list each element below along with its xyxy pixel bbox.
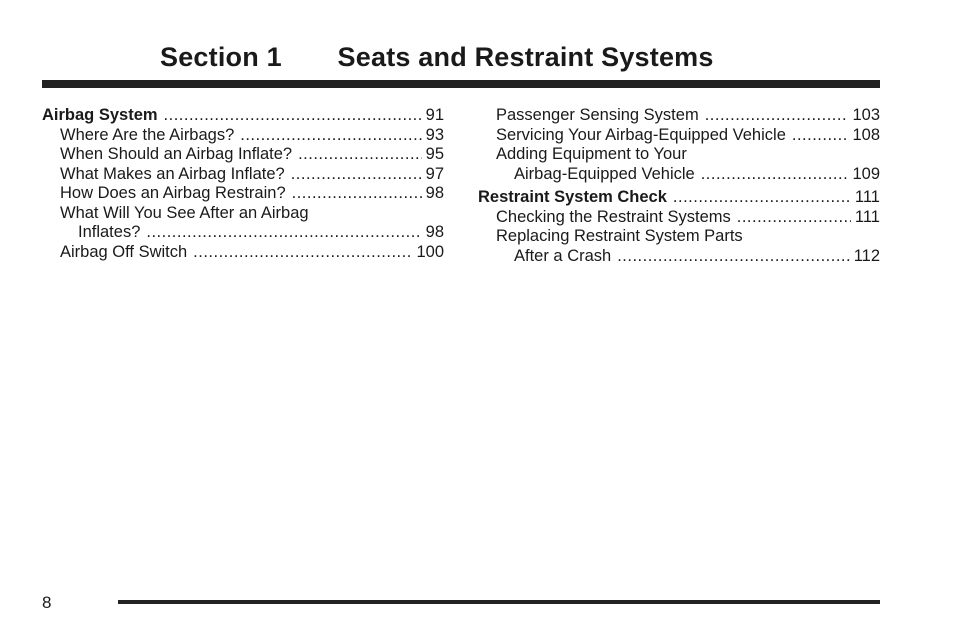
toc-entry-label: Checking the Restraint Systems — [496, 207, 731, 226]
dot-leader — [617, 247, 849, 267]
section-header — [160, 42, 714, 73]
dot-leader — [701, 165, 849, 185]
header-rule — [42, 80, 880, 88]
toc-page-number: 93 — [425, 125, 444, 144]
toc-page-number: 98 — [425, 223, 444, 241]
toc-entry-label: After a Crash — [514, 246, 612, 265]
page-number: 8 — [42, 593, 52, 612]
dot-leader — [298, 145, 422, 165]
dot-leader — [146, 223, 421, 243]
dot-leader — [164, 106, 422, 126]
dot-leader — [240, 126, 421, 146]
toc-entry-label: Passenger Sensing System — [496, 106, 699, 124]
dot-leader — [673, 188, 851, 208]
toc-entry-label: Inflates? — [78, 223, 141, 241]
dot-leader — [193, 243, 412, 263]
toc-entry-where-airbags[interactable] — [42, 126, 444, 146]
toc-entry-servicing[interactable] — [478, 126, 880, 146]
toc-entry-what-see[interactable] — [42, 223, 444, 243]
toc-entry-what-makes[interactable] — [42, 165, 444, 185]
toc-entry-restraint-check[interactable] — [478, 188, 880, 208]
toc-entry-label: Airbag-Equipped Vehicle — [514, 164, 695, 183]
toc-entry-label: Where Are the Airbags? — [60, 125, 235, 144]
toc-entry-label: Servicing Your Airbag-Equipped Vehicle — [496, 125, 786, 144]
toc-entry-label: How Does an Airbag Restrain? — [60, 184, 286, 202]
toc-page-number: 95 — [425, 145, 444, 163]
toc-entry-how-restrain[interactable] — [42, 184, 444, 204]
toc-page-number: 109 — [852, 164, 880, 183]
toc-entry-replacing[interactable] — [478, 247, 880, 267]
toc-left-column — [42, 106, 444, 262]
toc-page-number: 97 — [425, 164, 444, 183]
toc-entry-label: When Should an Airbag Inflate? — [60, 145, 293, 163]
toc-entry-label: Airbag System — [42, 106, 158, 124]
toc-entry-adding[interactable] — [478, 165, 880, 185]
toc-entry-label: What Makes an Airbag Inflate? — [60, 164, 285, 183]
toc-page-number: 111 — [854, 207, 880, 226]
toc-page-number: 108 — [852, 125, 880, 144]
toc-entry-replacing-line1[interactable]: Replacing Restraint System Parts — [496, 227, 743, 245]
toc-entry-what-see-line1[interactable]: What Will You See After an Airbag — [60, 203, 309, 222]
toc-entry-adding-line1[interactable]: Adding Equipment to Your — [496, 145, 687, 163]
toc-page-number: 100 — [416, 242, 444, 261]
footer-rule — [118, 600, 880, 604]
dot-leader — [291, 165, 422, 185]
toc-entry-off-switch[interactable] — [42, 243, 444, 263]
toc-entry-label: Restraint System Check — [478, 188, 667, 206]
toc-page-number: 112 — [853, 246, 880, 265]
toc-entry-when-inflate[interactable] — [42, 145, 444, 165]
toc-entry-checking[interactable] — [478, 208, 880, 228]
dot-leader — [292, 184, 422, 204]
dot-leader — [792, 126, 849, 146]
section-title: Seats and Restraint Systems — [337, 42, 714, 72]
toc-page-number: 103 — [852, 106, 880, 124]
section-label: Section 1 — [160, 42, 282, 72]
toc-page-number: 98 — [425, 184, 444, 202]
toc-entry-airbag-system[interactable] — [42, 106, 444, 126]
dot-leader — [705, 106, 849, 126]
toc-page-number: 111 — [854, 188, 880, 206]
toc-right-column — [478, 106, 880, 266]
dot-leader — [737, 208, 851, 228]
toc-entry-label: Airbag Off Switch — [60, 242, 188, 261]
toc-page-number: 91 — [425, 106, 444, 124]
toc-entry-passenger-sensing[interactable] — [478, 106, 880, 126]
